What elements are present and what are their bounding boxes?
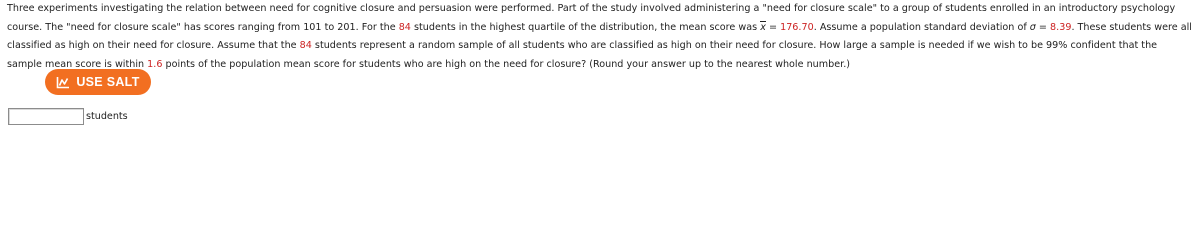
question-text xyxy=(7,0,1195,74)
question-text-part: points of the population mean score for students who are high on the need for closure? (Round your answer up to the nearest whole number.) xyxy=(162,58,851,70)
equals-sign: = xyxy=(1035,21,1051,33)
answer-unit-label: students xyxy=(86,111,128,122)
sigma-symbol: σ xyxy=(1029,21,1036,33)
question-text-part: Three experiments investigating the relation between need for cognitive closure and persuasion were performed. Part of the study involved administering a "need for closure scale" to a group of students enrolled in an introductory psychology course. The "need for closure scale" has scores ranging from 101 to 201. For the xyxy=(7,3,1176,33)
sample-mean-value: 176.70 xyxy=(780,21,814,33)
margin-of-error-value: 1.6 xyxy=(147,58,163,70)
use-salt-label: USE SALT xyxy=(76,75,140,89)
sample-size-value-2: 84 xyxy=(299,40,312,51)
sample-size-value: 84 xyxy=(398,21,411,33)
salt-chart-icon xyxy=(56,76,70,89)
use-salt-button[interactable] xyxy=(45,69,151,95)
x-bar-symbol: x xyxy=(760,19,766,38)
question-text-part: students in the highest quartile of the distribution, the mean score was xyxy=(410,21,761,33)
answer-input[interactable] xyxy=(8,108,84,125)
equals-sign: = xyxy=(765,21,781,33)
question-text-part: students represent a random sample of all students who are classified as high on their need for closure. How large a sample is needed if we wish to be 99% confident that the sample mean score is within xyxy=(7,40,1158,70)
std-dev-value: 8.39 xyxy=(1050,21,1072,33)
question-text-part: . These students were all classified as high on their need for closure. Assume that the xyxy=(7,21,1192,51)
question-text-part: . Assume a population standard deviation of xyxy=(813,21,1030,33)
